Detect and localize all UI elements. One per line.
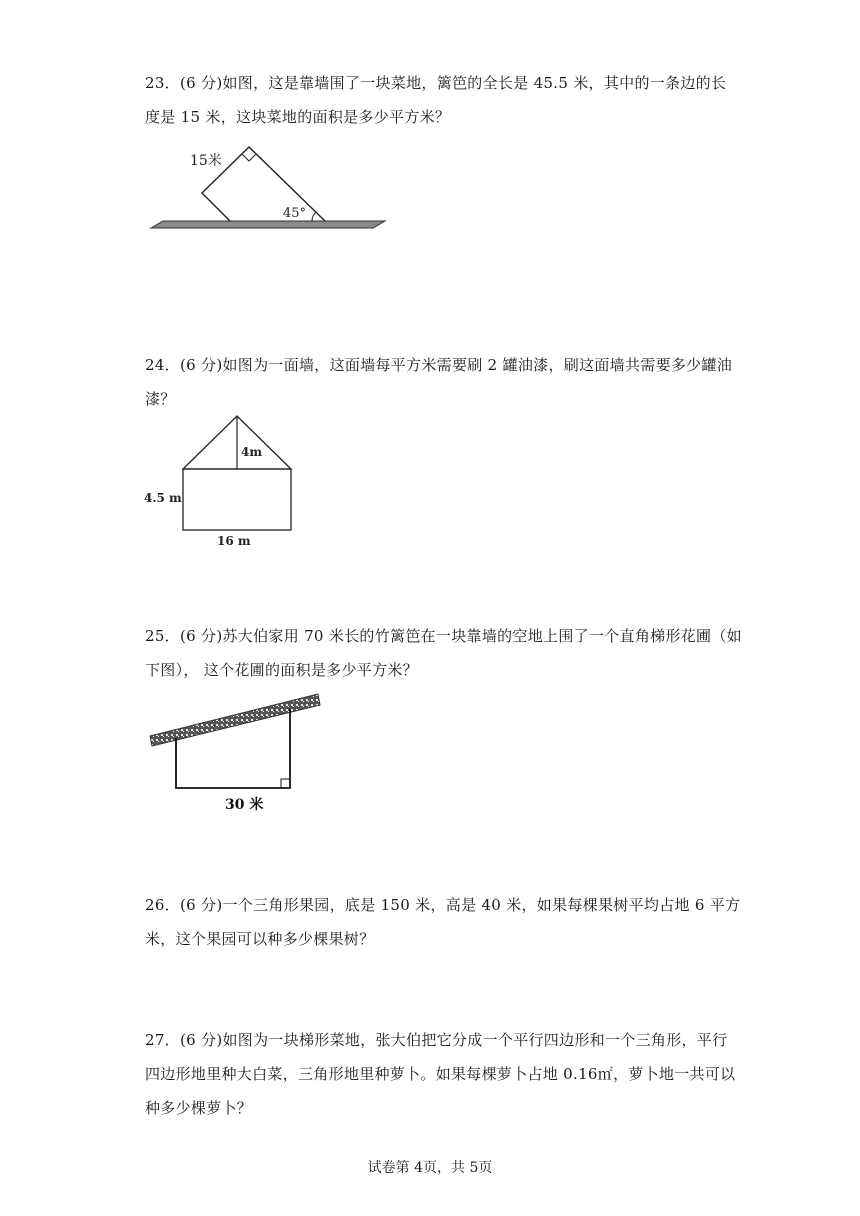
q24-side-label: 4.5 m <box>144 491 182 505</box>
q23-angle-arc <box>312 212 316 221</box>
q23-wall <box>151 221 385 228</box>
q23-angle-label: 45° <box>283 206 307 221</box>
question-27-line-1: 27．(6 分)如图为一块梯形菜地，张大伯把它分成一个平行四边形和一个三角形，平行 <box>145 1031 728 1049</box>
question-27-line-3: 种多少棵萝卜？ <box>145 1099 253 1117</box>
question-23-line-2: 度是 15 米，这块菜地的面积是多少平方米？ <box>145 108 451 126</box>
q23-side-label: 15米 <box>190 153 222 169</box>
q23-right-angle-mark <box>242 154 256 161</box>
question-27-line-2: 四边形地里种大白菜，三角形地里种萝卜。如果每棵萝卜占地 0.16㎡，萝卜地一共可以 <box>145 1065 736 1083</box>
question-26-line-1: 26．(6 分)一个三角形果园，底是 150 米，高是 40 米，如果每棵果树平均占地 6 平方 <box>145 896 741 914</box>
q25-right-angle-mark <box>281 779 290 788</box>
question-24-line-2: 漆？ <box>145 390 176 408</box>
page-footer: 试卷第 4页，共 5页 <box>367 1160 493 1176</box>
question-25-line-1: 25．(6 分)苏大伯家用 70 米长的竹篱笆在一块靠墙的空地上围了一个直角梯形花圃（如 <box>145 627 742 645</box>
q25-base-label: 30 米 <box>225 797 264 813</box>
q24-rectangle-wall <box>183 469 291 530</box>
q24-figure <box>140 410 300 555</box>
question-23-line-1: 23．(6 分)如图，这是靠墙围了一块菜地，篱笆的全长是 45.5 米，其中的一条边的长 <box>145 74 727 92</box>
q25-figure <box>140 688 325 818</box>
q24-base-label: 16 m <box>217 534 251 548</box>
question-24-line-1: 24．(6 分)如图为一面墙，这面墙每平方米需要刷 2 罐油漆，刷这面墙共需要多少罐油 <box>145 356 733 374</box>
question-26-line-2: 米，这个果园可以种多少棵果树？ <box>145 930 375 948</box>
q23-figure <box>145 140 390 235</box>
question-25-line-2: 下图）， 这个花圃的面积是多少平方米？ <box>145 661 418 679</box>
q24-height-label: 4m <box>241 445 263 459</box>
